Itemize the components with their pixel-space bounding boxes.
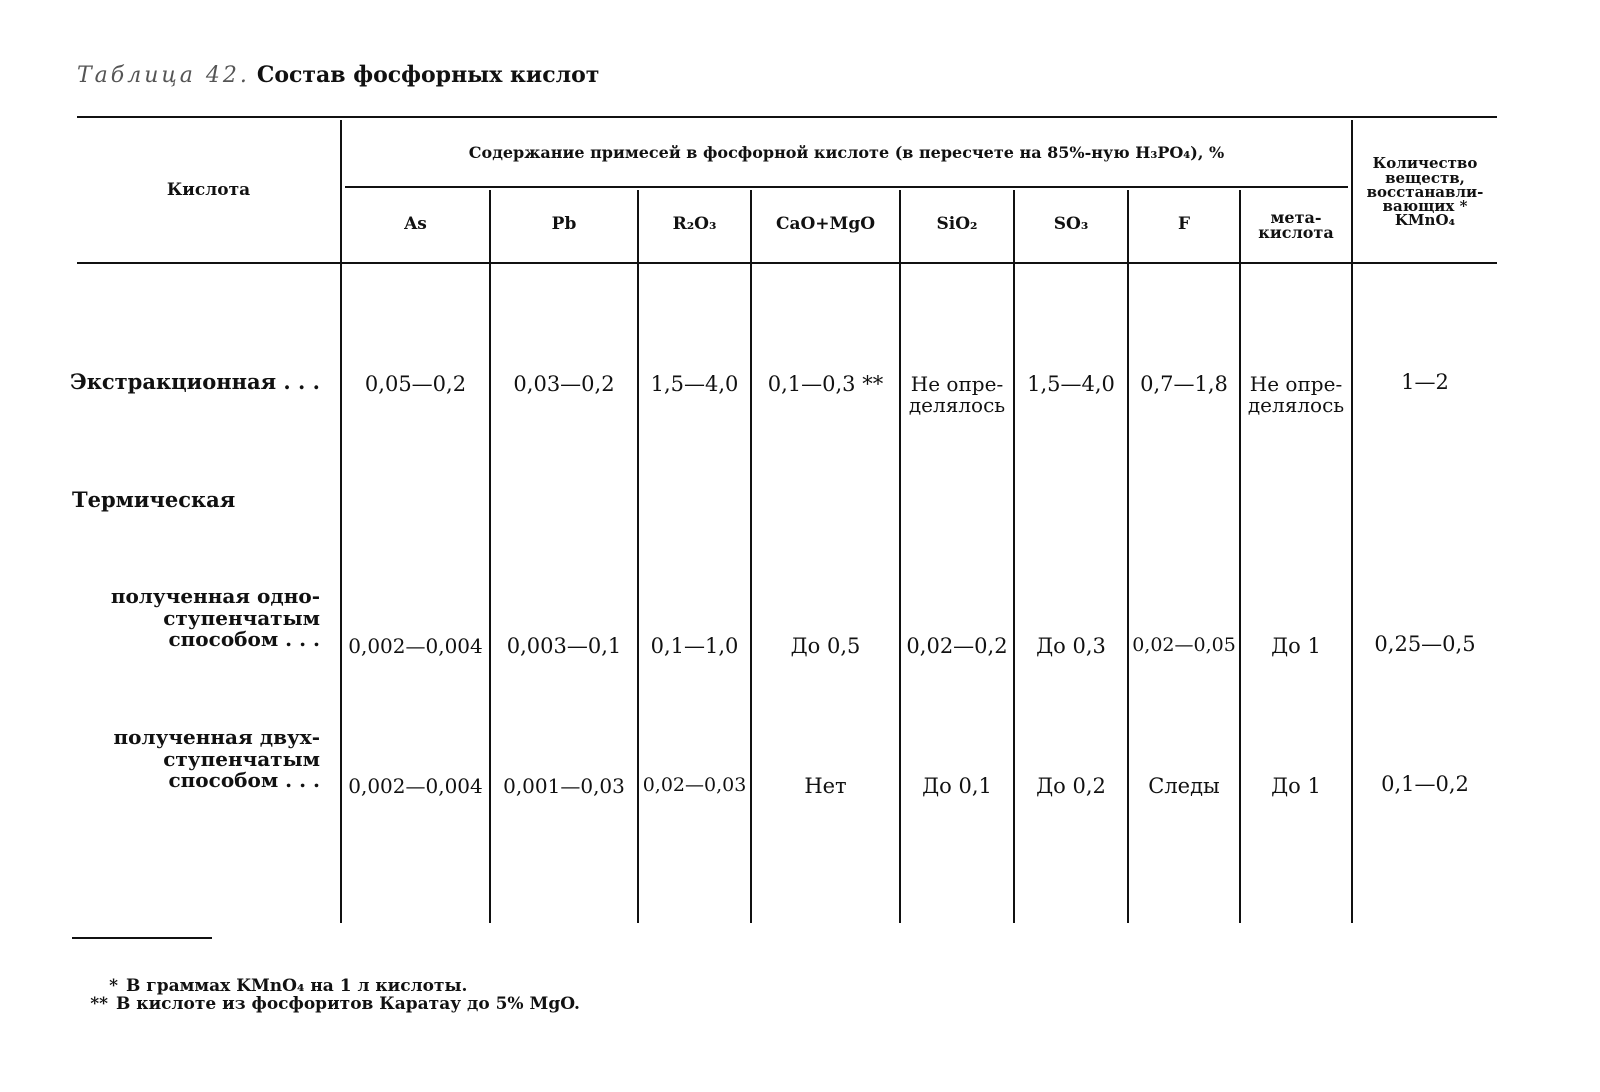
footnote-mark: * [109, 976, 118, 996]
cell-reducing: 0,25—0,5 [1374, 631, 1476, 656]
header-impurities: Содержание примесей в фосфорной кислоте (в пересчете на 85%-ную H₃PO₄), % [468, 142, 1225, 162]
footnote-rule [72, 937, 212, 939]
header-col-r2o3: R₂O₃ [672, 214, 717, 235]
row-label-extraction: Экстракционная . . . [70, 369, 320, 394]
header-col-pb: Pb [551, 214, 577, 235]
row-label-single-stage: полученная одно- ступенчатым способом . . . [110, 584, 320, 652]
footnote [84, 993, 580, 1014]
col-divider-5 [899, 190, 901, 923]
col-divider-2 [489, 190, 491, 923]
cell-meta-acid: До 1 [1271, 633, 1321, 658]
header-col-sio2: SiO₂ [936, 214, 978, 235]
row-label-thermal: Термическая [72, 487, 236, 512]
col-divider-3 [637, 190, 639, 923]
cell-so3: 1,5—4,0 [1027, 371, 1115, 396]
row-label-two-stage: полученная двух- ступенчатым способом . . . [113, 725, 320, 793]
cell-as: 0,002—0,004 [348, 633, 483, 658]
cell-meta-acid: Не опре- делялось [1247, 372, 1345, 417]
header-col-cao-mgo: CaO+MgO [775, 214, 876, 235]
header-col-meta-acid: мета- кислота [1258, 207, 1334, 242]
footnote-text: В граммах KMnO₄ на 1 л кислоты. [126, 976, 468, 996]
col-divider-6 [1013, 190, 1015, 923]
table-title: Состав фосфорных кислот [256, 62, 600, 88]
footnote-text: В кислоте из фосфоритов Каратау до 5% MgO. [116, 993, 580, 1014]
cell-r2o3: 0,1—1,0 [650, 633, 739, 658]
header-reducing-substances: Количество веществ, восстанавли- вающих * KMnO₄ [1366, 154, 1484, 230]
cell-so3: До 0,2 [1036, 773, 1106, 798]
cell-pb: 0,003—0,1 [506, 633, 622, 658]
cell-r2o3: 1,5—4,0 [650, 371, 739, 396]
cell-r2o3: 0,02—0,03 [642, 774, 747, 797]
col-divider-4 [750, 190, 752, 923]
header-col-as: As [404, 214, 427, 235]
table-caption [77, 62, 599, 88]
col-divider-8 [1239, 190, 1241, 923]
cell-pb: 0,03—0,2 [513, 371, 615, 396]
cell-meta-acid: До 1 [1271, 773, 1321, 798]
cell-so3: До 0,3 [1036, 633, 1106, 658]
cell-pb: 0,001—0,03 [503, 773, 625, 798]
col-divider-7 [1127, 190, 1129, 923]
header-bottom-rule [77, 262, 1497, 264]
cell-f: Следы [1148, 773, 1220, 798]
table-number: Таблица 42. [77, 63, 250, 88]
cell-f: 0,7—1,8 [1140, 371, 1228, 396]
header-acid: Кислота [166, 180, 251, 201]
cell-as: 0,05—0,2 [364, 371, 467, 396]
top-rule [77, 116, 1497, 118]
header-col-f: F [1177, 214, 1191, 235]
footnote-mark: ** [90, 993, 108, 1014]
footnotes [90, 976, 580, 1014]
cell-reducing: 1—2 [1401, 369, 1449, 394]
header-col-so3: SO₃ [1053, 214, 1089, 235]
cell-cao-mgo: До 0,5 [790, 633, 861, 658]
cell-reducing: 0,1—0,2 [1381, 771, 1469, 796]
cell-as: 0,002—0,004 [348, 773, 483, 798]
cell-f: 0,02—0,05 [1132, 634, 1236, 657]
cell-sio2: Не опре- делялось [908, 372, 1006, 417]
cell-sio2: 0,02—0,2 [906, 633, 1008, 658]
cell-cao-mgo: Нет [804, 773, 847, 798]
cell-cao-mgo: 0,1—0,3 ** [767, 371, 884, 396]
cell-sio2: До 0,1 [922, 773, 992, 798]
